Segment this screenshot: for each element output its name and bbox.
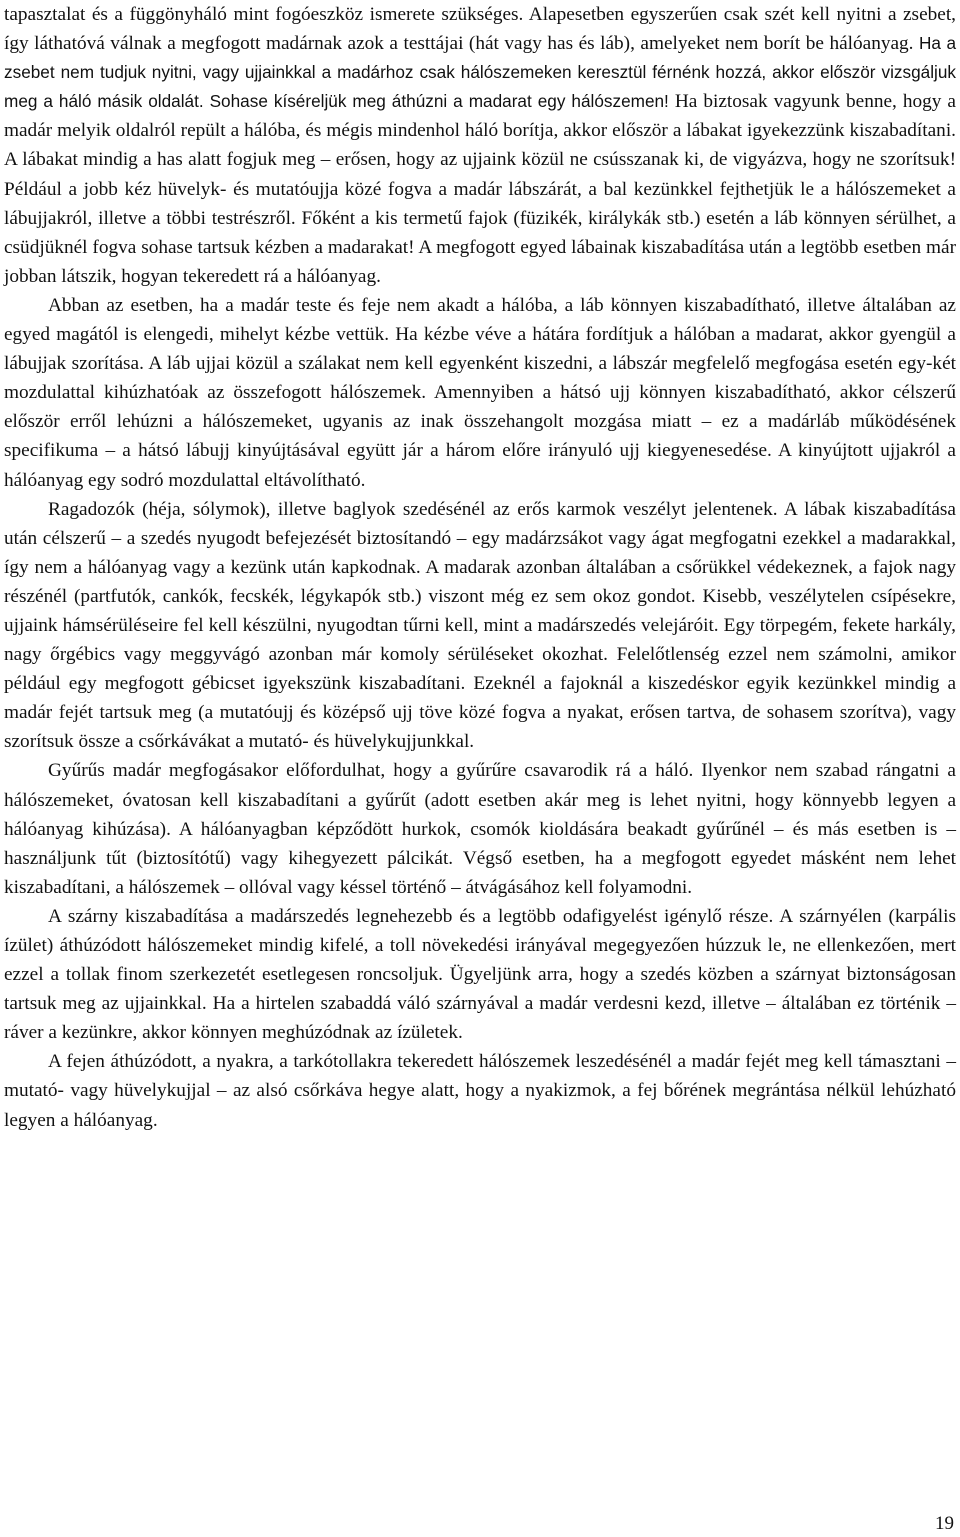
text-segment: Ragadozók (héja, sólymok), illetve baglyok szedésénél az erős karmok veszélyt jelentenek. A lábak kiszabadítása után célszerű – a szedés nyugodt befejezését biztosítandó – egy madárzsákot vagy ágat megfogatni ezekkel a madarakkal, így nem a hálóanyag vagy a kezünk után kapkodnak. A madarak azonban általában a csőrükkel védekeznek, a fajok nagy részénél (partfutók, cankók, fecskék, légykapók stb.) viszont még ez sem okoz gondot. Kisebb, veszélytelen csípésekre, ujjaink hámsérüléseire fel kell készülni, nyugodtan tűrni kell, mint a madárszedés velejáróit. Egy törpegém, fekete harkály, nagy őrgébics vagy meggyvágó azonban már komoly sérüléseket okozhat. Felelőtlenség ezzel nem számolni, amikor például egy megfogott gébicset igyekszünk kiszabadítani. Ezeknél a fajoknál a kiszedéskor egyik kezünkkel mindig a madár fejét tartsuk meg (a mutatóujj és középső ujj töve közé fogva a nyakat, erősen tartva, de sohasem szorítva), vagy szorítsuk össze a csőrkávákat a mutató- és hüvelykujjunkkal. (4, 498, 956, 753)
document-page (4, 0, 956, 1135)
text-segment: A szárny kiszabadítása a madárszedés legnehezebb és a legtöbb odafigyelést igénylő része. A szárnyélen (karpális ízület) áthúzódott hálószemeket mindig kifelé, a toll növekedési irányával megegyezően húzzuk le, ne ellenkezően, mert ezzel a tollak finom szerkezetét esetlegesen roncsoljuk. Ügyeljünk arra, hogy a szedés közben a szárnyat biztonságosan tartsuk meg az ujjainkkal. Ha a hirtelen szabaddá váló szárnyával a madár verdesni kezd, illetve – általában ez történik – ráver a kezünkre, akkor könnyen meghúzódnak az ízületek. (4, 905, 956, 1044)
paragraph-2 (4, 291, 956, 495)
page-number: 19 (935, 1513, 954, 1534)
paragraph-5 (4, 902, 956, 1047)
paragraph-4 (4, 756, 956, 901)
text-segment: A fejen áthúzódott, a nyakra, a tarkótollakra tekeredett hálószemek leszedésénél a madár fejét meg kell támasztani – mutató- vagy hüvelykujjal – az alsó csőrkáva hegye alatt, hogy a nyakizmok, a fej bőrének megrántása nélkül lehúzható legyen a hálóanyag. (4, 1051, 956, 1131)
paragraph-3 (4, 495, 956, 757)
text-segment-sans: Ha a zsebet nem tudjuk nyitni, vagy ujjainkkal a madárhoz csak hálószemeken keresztül férnénk hozzá, akkor először vizsgáljuk meg a háló másik oldalát. Sohase kíséreljük meg áthúzni a madarat egy hálószemen! (4, 33, 956, 112)
text-segment: Abban az esetben, ha a madár teste és feje nem akadt a hálóba, a láb könnyen kiszabadítható, illetve általában az egyed magától is elengedi, mihelyt kézbe vettük. Ha kézbe véve a hátára fordítjuk a hálóban a madarat, akkor gyengül a lábujjak szorítása. A láb ujjai közül a szálakat nem kell egyenként kiszedni, a lábszár megfelelő megfogása esetén egy-két mozdulattal kihúzhatóak az összefogott hálószemek. Amennyiben a hátsó ujj könnyen kiszabadítható, akkor célszerű először erről lehúzni a hálószemeket, ugyanis az inak összehangolt mozgása miatt – ez a madárláb működésének specifikuma – a hátsó lábujj kinyújtásával együtt jár a három előre irányuló ujj kiegyenesedése. A kinyújtott ujjakról a hálóanyag egy sodró mozdulattal eltávolítható. (4, 294, 956, 491)
paragraph-1 (4, 0, 956, 291)
text-segment: Ha biztosak vagyunk benne, hogy a madár melyik oldalról repült a hálóba, és mégis mindenhol háló borítja, akkor először a lábakat igyekezzünk kiszabadítani. A lábakat mindig a has alatt fogjuk meg – erősen, hogy az ujjaink közül ne csússzanak ki, de vigyázva, hogy ne szorítsuk! Például a jobb kéz hüvelyk- és mutatóujja közé fogva a madár lábszárát, a bal kezünkkel fejthetjük le a hálószemeket a lábujjakról, illetve a többi testrészről. Főként a kis termetű fajok (füzikék, királykák stb.) esetén a láb könnyen sérülhet, a csüdjüknél fogva sohase tartsuk kézben a madarakat! A megfogott egyed lábainak kiszabadítása után a legtöbb esetben már jobban látszik, hogyan tekeredett rá a hálóanyag. (4, 91, 956, 287)
paragraph-6 (4, 1047, 956, 1134)
text-segment: Gyűrűs madár megfogásakor előfordulhat, hogy a gyűrűre csavarodik rá a háló. Ilyenkor nem szabad rángatni a hálószemeket, óvatosan kell kiszabadítani a gyűrűt (adott esetben akár meg is lehet nyitni, hogy könnyebb legyen a hálóanyag kihúzása). A hálóanyagban képződött hurkok, csomók kioldására beakadt gyűrűnél – és más esetben is – használjunk tűt (biztosítótű) vagy kihegyezett pálcikát. Végső esetben, ha a megfogott egyedet másként nem lehet kiszabadítani, a hálószemek – ollóval vagy késsel történő – átvágásához kell folyamodni. (4, 760, 956, 898)
text-segment: tapasztalat és a függönyháló mint fogóeszköz ismerete szükséges. Alapesetben egyszerűen csak szét kell nyitni a zsebet, így láthatóvá válnak a megfogott madárnak azok a testtájai (hát vagy has és láb), amelyeket nem borít be hálóanyag. (4, 4, 956, 55)
